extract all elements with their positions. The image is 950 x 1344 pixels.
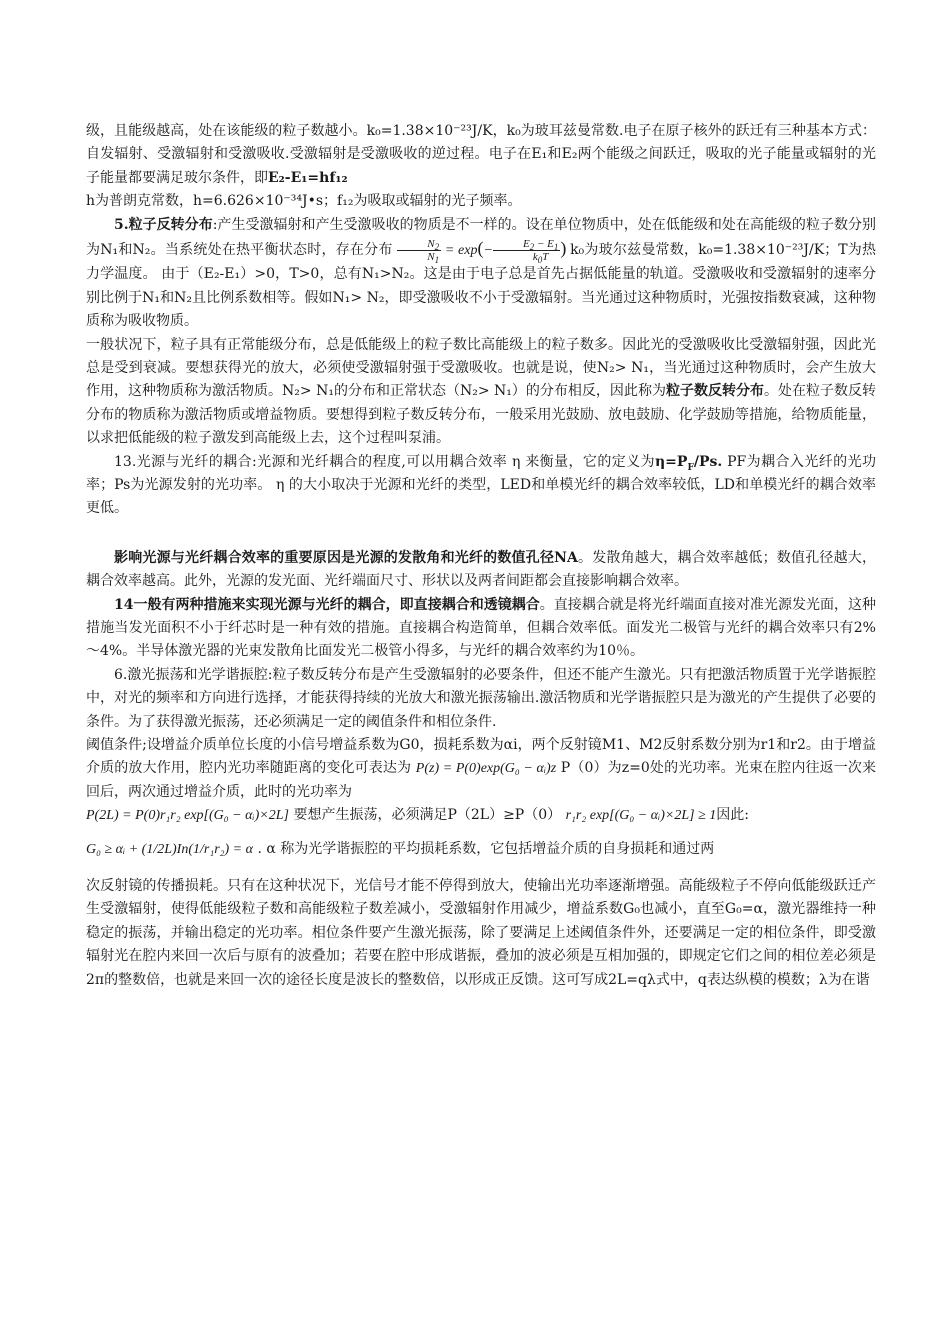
paragraph-energy-levels: 级，且能级越高，处在该能级的粒子数越小。k₀=1.38×10⁻²³J/K，k₀为玻耳兹曼常数.电子在原子核外的跃迁有三种基本方式：自发辐射、受激辐射和受激吸收.受激辐射是受激吸收的逆过程。电子在E₁和E₂两个能级之间跃迁，吸取的光子能量或辐射的光子能量都要满足玻尔条件，即E₂-E₁=hf₁₂: [86, 123, 876, 186]
formula-oscillation-condition: r₁r₂ exp[(G₀ − αᵢ)×2L] ≥ 1: [565, 808, 717, 824]
paragraph-normal-distribution: 一般状况下，粒子具有正常能级分布，总是低能级上的粒子数比高能级上的粒子数多。因此光的受激吸收比受激辐射强，因此光总是受到衰减。要想获得光的放大，必须使受激辐射强于受激吸收。也就是说，使N₂> N₁，当光通过这种物质时，会产生放大作用，这种物质称为激活物质。N₂> N₁的分布和正常状态（N₂> N₁）的分布相反，因此称为粒子数反转分布。处在粒子数反转分布的物质称为激活物质或增益物质。要想得到粒子数反转分布，一般采用光鼓励、放电鼓励、化学鼓励等措施，给物质能量，以求把低能级的粒子激发到高能级上去，这个过程叫泵浦。: [86, 336, 877, 447]
paragraph-threshold-gain: G₀ ≥ αᵢ + (1/2L)In(1/r₁r₂) = α . α 称为光学谐振腔的平均损耗系数，它包括增益介质的自身损耗和通过两: [86, 828, 876, 875]
blank-line: [86, 521, 876, 547]
paragraph-phase-condition: 次反射镜的传播损耗。只有在这种状况下，光信号才能不停得到放大，使输出光功率逐渐增强。高能级粒子不停向低能级跃迁产生受激辐射，使得低能级粒子数和高能级粒子数差减小，受激辐射作用减少，增益系数G₀也减小，直至G₀=α，激光器维持一种稳定的振荡，并输出稳定的光功率。相位条件要产生激光振荡，除了要满足上述阈值条件外，还要满足一定的相位条件，即受激辐射光在腔内来回一次后与原有的波叠加；若要在腔中形成谐振，叠加的波必须是互相加强的，即规定它们之间的相位差必须是2π的整数倍，也就是来回一次的途径长度是波长的整数倍，以形成正反馈。这可写成2L=qλ式中，q表达纵模的模数；λ为在谐: [86, 878, 876, 988]
formula-threshold-gain: G₀ ≥ αᵢ + (1/2L)In(1/r₁r₂) = α: [86, 841, 253, 857]
section-6-laser-oscillation: 6.激光振荡和光学谐振腔:粒子数反转分布是产生受激辐射的必要条件，但还不能产生激光。只有把激活物质置于光学谐振腔中，对光的频率和方向进行选择，才能获得持续的光放大和激光振荡输出.激活物质和光学谐振腔只是为激光的产生提供了必要的条件。为了获得激光振荡，还必须满足一定的阈值条件和相位条件.: [86, 666, 876, 730]
paragraph-planck: h为普朗克常数，h=6.626×10⁻³⁴J•s；f₁₂为吸取或辐射的光子频率。: [86, 193, 522, 210]
section-13-coupling: 13.光源与光纤的耦合:光源和光纤耦合的程度,可以用耦合效率 η 来衡量，它的定义为$\eta=P_F/Ps$. PF为耦合入光纤的光功率；Ps为光源发射的光功率。 η 的大小取决于光源和光纤的类型，LED和单模光纤的耦合效率较低，LD和单模光纤的耦合效率更低。: [86, 453, 876, 517]
paragraph-coupling-factors: 影响光源与光纤耦合效率的重要原因是光源的发散角和光纤的数值孔径NA。发散角越大，耦合效率越低；数值孔径越大，耦合效率越高。此外，光源的发光面、光纤端面尺寸、形状以及两者间距都会直接影响耦合效率。: [86, 549, 876, 590]
bohr-condition: E₂-E₁=hf₁₂: [268, 169, 348, 186]
section-5-population-inversion: 5.粒子反转分布:产生受激辐射和产生受激吸收的物质是不一样的。设在单位物质中，处在低能级和处在高能级的粒子数分别为N₁和N₂。当系统处在热平衡状态时，存在分布 $\frac{N_2}{N_1}$ = exp(− $\frac{E_2 - E_1}{k_0T}$ ) k₀为玻尔兹曼常数，k₀=1.38×10⁻²³J/K；T为热力学温度。 由于（E₂-E₁）>0，T>0，总有N₁>N₂。这是由于电子总是首先占据低能量的轨道。受激吸收和受激辐射的速率分别比例于N₁和N₂且比例系数相等。假如N₁> N₂，即受激吸收不小于受激辐射。当光通过这种物质时，光强按指数衰减，这种物质称为吸收物质。: [86, 216, 876, 330]
formula-round-trip-power: P(2L) = P(0)r₁r₂ exp[(G₀ − αᵢ)×2L]: [86, 808, 289, 824]
boltzmann-formula: $\frac{N_2}{N_1}$ = exp(− $\frac{E_2 - E_1}{k_0T}$ ): [397, 243, 570, 258]
formula-power-distance: P(z) = P(0)exp(G₀ − αᵢ)z: [415, 761, 557, 777]
document-page: [86, 120, 876, 992]
section-14-coupling-methods: 14一般有两种措施来实现光源与光纤的耦合，即直接耦合和透镜耦合。直接耦合就是将光纤端面直接对准光源发光面，这种措施当发光面积不小于纤芯时是一种有效的措施。直接耦合构造简单，但耦合效率低。面发光二极管与光纤的耦合效率只有2%～4%。半导体激光器的光束发散角比面发光二极管小得多，与光纤的耦合效率约为10％。: [86, 596, 877, 660]
section-5-title: 5.粒子反转分布: [114, 216, 213, 233]
paragraph-threshold-condition: 阈值条件;设增益介质单位长度的小信号增益系数为G0，损耗系数为αi，两个反射镜M1、M2反射系数分别为r1和r2。由于增益介质的放大作用，腔内光功率随距离的变化可表达为 P(z) = P(0)exp(G₀ − αᵢ)z P（0）为z=0处的光功率。光束在腔内往返一次来回后，两次通过增益介质，此时的光功率为 P(2L) = P(0)r₁r₂ exp[(G₀ − αᵢ)×2L] 要想产生振荡，必须满足P（2L）≥P（0） r₁r₂ exp[(G₀ − αᵢ)×2L] ≥ 1因此:: [86, 737, 877, 824]
coupling-efficiency-definition: $\eta=P_F/Ps$.: [655, 453, 723, 473]
